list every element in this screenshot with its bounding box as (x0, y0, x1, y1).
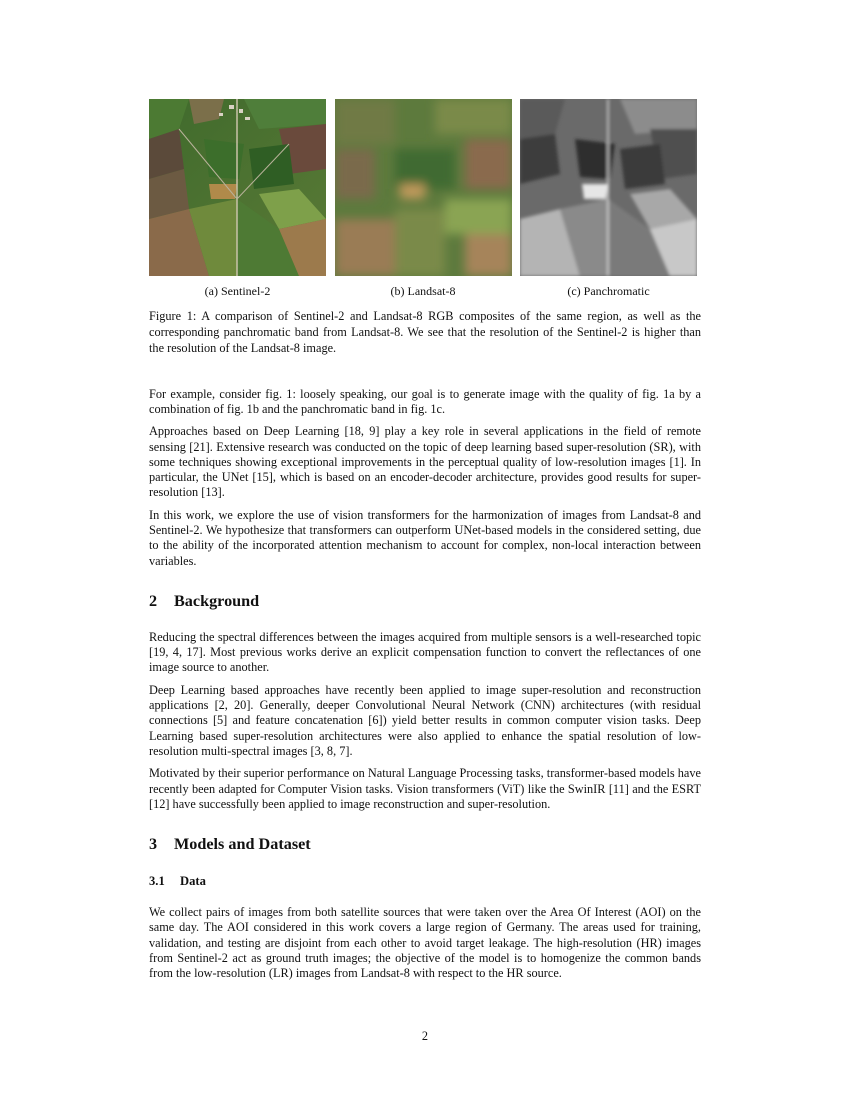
section-number: 3 (149, 835, 158, 854)
subcaption-c: (c) Panchromatic (567, 284, 650, 298)
section-heading-models (149, 834, 701, 854)
figure-panel-sentinel2 (149, 99, 326, 298)
subcaption-b: (b) Landsat-8 (390, 284, 456, 298)
subsection-number: 3.1 (149, 874, 165, 889)
paragraph: Reducing the spectral differences between the images acquired from multiple sensors is a well-researched topic [19, 4, 17]. Most previous works derive an explicit compensation function to convert the reflectances of one image source to another. (149, 629, 701, 675)
figure-1 (149, 99, 697, 298)
figure-panel-panchromatic (520, 99, 697, 298)
sentinel2-image (149, 99, 326, 276)
paragraph: For example, consider fig. 1: loosely speaking, our goal is to generate image with the quality of fig. 1a by a combination of fig. 1b and the panchromatic band in fig. 1c. (149, 386, 701, 416)
paragraph: Motivated by their superior performance on Natural Language Processing tasks, transformer-based models have recently been adapted for Computer Vision tasks. Vision transformers (ViT) like the SwinIR [11] and the ESRT [12] have successfully been applied to image reconstruction and super-resolution. (149, 766, 701, 811)
paragraph: In this work, we explore the use of vision transformers for the harmonization of images from Landsat-8 and Sentinel-2. We hypothesize that transformers can outperform UNet-based models in the considered setting, due to the ability of the incorporated attention mechanism to account for complex, non-local interaction between variables. (149, 507, 701, 568)
section-title: Models and Dataset (174, 835, 311, 854)
section-number: 2 (149, 591, 158, 610)
subsection-heading-data (149, 873, 701, 889)
subsection-title: Data (180, 874, 206, 889)
paragraph: Approaches based on Deep Learning [18, 9] play a key role in several applications in the field of remote sensing [21]. Extensive research was conducted on the topic of deep learning based super-resolution (SR), with some techniques showing exceptional improvements in the perceptual quality of low-resolution images [1]. In particular, the UNet [15], which is based on an encoder-decoder architecture, provides good results for super-resolution [13]. (149, 424, 701, 500)
panchromatic-image (520, 99, 697, 276)
page-number: 2 (421, 1029, 429, 1043)
paragraph: Deep Learning based approaches have recently been applied to image super-resolution and reconstruction applications [2, 20]. Generally, deeper Convolutional Neural Network (CNN) architectures (with residual connections [5] and feature concatenation [6]) yield better results in common computer vision tasks. Deep Learning based super-resolution architectures were also applied to enhance the spatial resolution of low-resolution multi-spectral images [3, 8, 7]. (149, 682, 701, 758)
figure-panel-landsat8 (335, 99, 512, 298)
section-heading-background (149, 591, 701, 611)
paper-page (149, 99, 701, 982)
figure-caption: Figure 1: A comparison of Sentinel-2 and Landsat-8 RGB composites of the same region, as well as the corresponding panchromatic band from Landsat-8. We see that the resolution of the Sentinel-2 is higher than the resolution of the Landsat-8 image. (149, 309, 701, 356)
subcaption-a: (a) Sentinel-2 (204, 284, 271, 298)
landsat8-image (335, 99, 512, 276)
section-title: Background (174, 591, 260, 610)
paragraph: We collect pairs of images from both satellite sources that were taken over the Area Of Interest (AOI) on the same day. The AOI considered in this work covers a large region of Germany. The areas used for training, validation, and testing are disjoint from each other to avoid target leakage. The high-resolution (HR) images from Sentinel-2 act as ground truth images; the objective of the model is to homogenize the common bands from the low-resolution (LR) images from Landsat-8 with respect to the HR source. (149, 905, 701, 981)
